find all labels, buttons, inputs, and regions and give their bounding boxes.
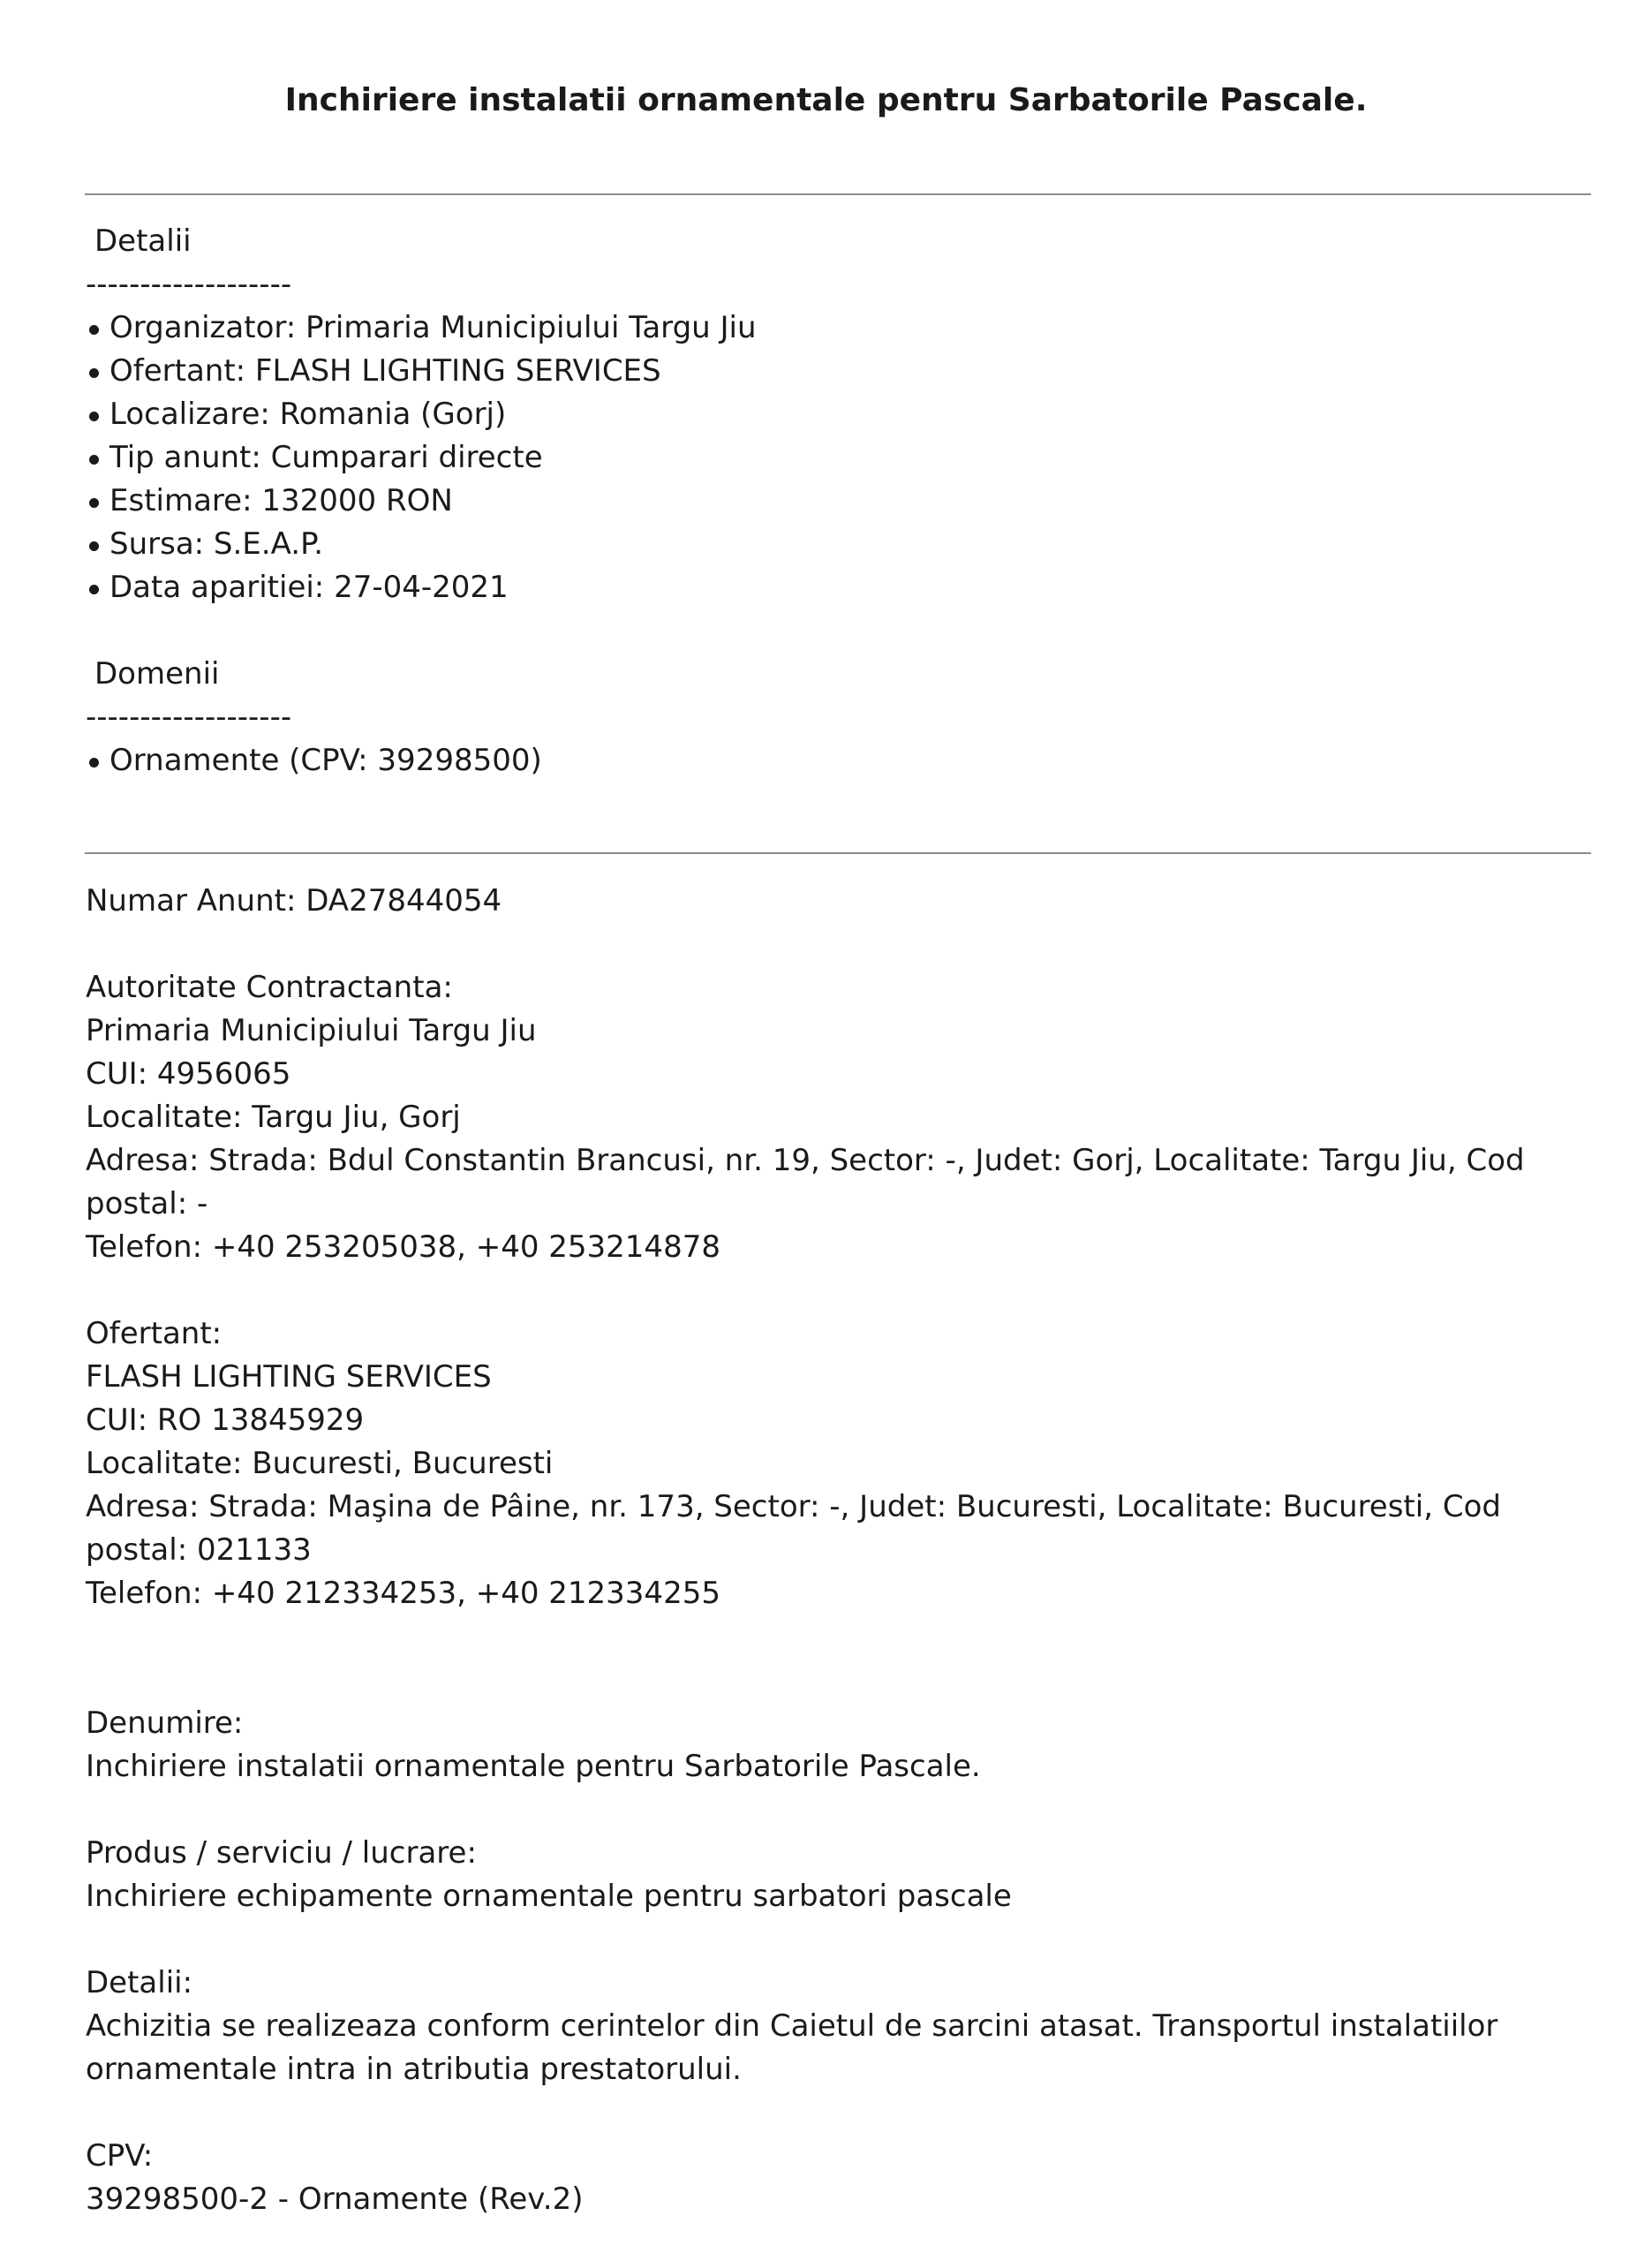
product-block bbox=[86, 1832, 1604, 1918]
authority-cui: CUI: 4956065 bbox=[86, 1056, 291, 1092]
document-title: Inchiriere instalatii ornamentale pentru Sarbatorile Pascale. bbox=[284, 82, 1368, 118]
bidder-address: Adresa: Strada: Maşina de Pâine, nr. 173, Sector: -, Judet: Bucuresti, Localitate: Bucuresti, Cod postal: 021133 bbox=[86, 1489, 1501, 1568]
detail-estimate: Estimare: 132000 RON bbox=[86, 480, 1604, 523]
authority-name: Primaria Municipiului Targu Jiu bbox=[86, 1013, 537, 1048]
bidder-phone: Telefon: +40 212334253, +40 212334255 bbox=[86, 1576, 720, 1611]
authority-block bbox=[86, 966, 1604, 1269]
domains-list bbox=[86, 739, 1604, 783]
cpv-value: 39298500-2 - Ornamente (Rev.2) bbox=[86, 2182, 584, 2217]
authority-locality: Localitate: Targu Jiu, Gorj bbox=[86, 1100, 461, 1135]
details-dashes: ------------------- bbox=[86, 267, 292, 302]
notice-details-label: Detalii: bbox=[86, 1965, 193, 2000]
bidder-cui: CUI: RO 13845929 bbox=[86, 1403, 365, 1438]
domain-item: Ornamente (CPV: 39298500) bbox=[86, 739, 1604, 783]
bidder-locality: Localitate: Bucuresti, Bucuresti bbox=[86, 1446, 554, 1481]
notice-body bbox=[86, 880, 1604, 2221]
bidder-label: Ofertant: bbox=[86, 1316, 223, 1351]
product-label: Produs / serviciu / lucrare: bbox=[86, 1835, 477, 1871]
authority-address: Adresa: Strada: Bdul Constantin Brancusi, nr. 19, Sector: -, Judet: Gorj, Localitate: Targu Jiu, Cod postal: - bbox=[86, 1143, 1525, 1221]
notice-number-block bbox=[86, 880, 1604, 923]
product-value: Inchiriere echipamente ornamentale pentru sarbatori pascale bbox=[86, 1879, 1012, 1914]
details-list bbox=[86, 306, 1604, 609]
detail-notice-type: Tip anunt: Cumparari directe bbox=[86, 436, 1604, 480]
denumire-value: Inchiriere instalatii ornamentale pentru Sarbatorile Pascale. bbox=[86, 1749, 981, 1784]
details-heading: Detalii bbox=[94, 223, 192, 259]
domains-section bbox=[86, 653, 1604, 783]
domains-heading: Domenii bbox=[94, 656, 220, 692]
bidder-block bbox=[86, 1312, 1604, 1615]
detail-organizer: Organizator: Primaria Municipiului Targu Jiu bbox=[86, 306, 1604, 350]
detail-location: Localizare: Romania (Gorj) bbox=[86, 393, 1604, 436]
cpv-label: CPV: bbox=[86, 2138, 154, 2174]
detail-publish-date: Data aparitiei: 27-04-2021 bbox=[86, 566, 1604, 609]
bidder-name: FLASH LIGHTING SERVICES bbox=[86, 1359, 492, 1395]
notice-details-value: Achizitia se realizeaza conform cerintelor din Caietul de sarcini atasat. Transportul instalatiilor ornamentale intra in atributia prestatorului. bbox=[86, 2008, 1498, 2087]
authority-label: Autoritate Contractanta: bbox=[86, 970, 453, 1005]
detail-source: Sursa: S.E.A.P. bbox=[86, 523, 1604, 566]
detail-bidder: Ofertant: FLASH LIGHTING SERVICES bbox=[86, 350, 1604, 393]
authority-phone: Telefon: +40 253205038, +40 253214878 bbox=[86, 1229, 720, 1265]
details-section bbox=[86, 220, 1604, 609]
notice-number: Numar Anunt: DA27844054 bbox=[86, 883, 502, 919]
cpv-block bbox=[86, 2135, 1604, 2221]
denumire-label: Denumire: bbox=[86, 1705, 244, 1741]
divider-middle bbox=[85, 852, 1591, 854]
notice-details-block bbox=[86, 1962, 1604, 2091]
denumire-block bbox=[86, 1702, 1604, 1788]
divider-top bbox=[85, 193, 1591, 195]
domains-dashes: ------------------- bbox=[86, 699, 292, 735]
